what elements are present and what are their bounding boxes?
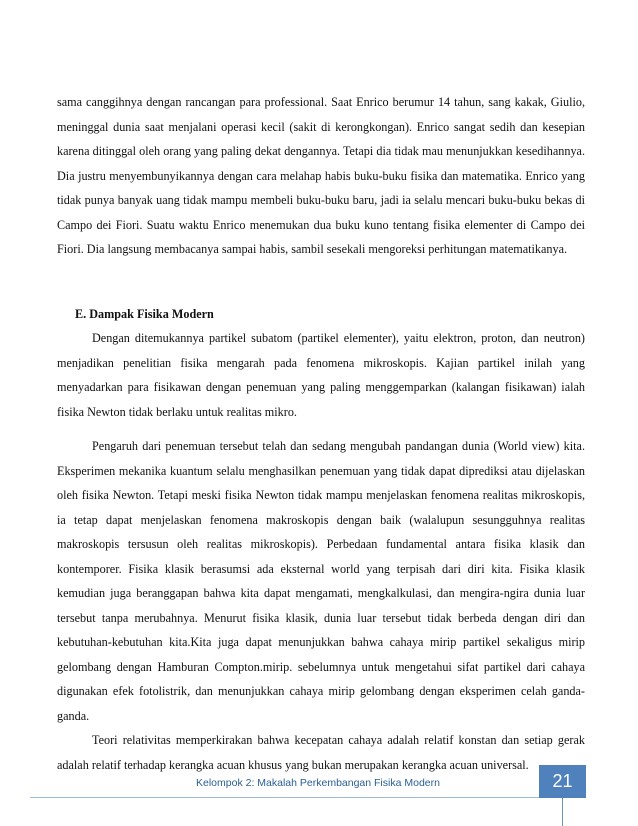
page-number: 21 xyxy=(539,765,586,798)
footer-divider xyxy=(30,797,552,798)
footer-caption: Kelompok 2: Makalah Perkembangan Fisika Modern xyxy=(196,777,440,789)
paragraph-world-view: Pengaruh dari penemuan tersebut telah dan sedang mengubah pandangan dunia (World view) kita. Eksperimen mekanika kuantum selalu menghasilkan penemuan yang tidak dapat diprediksi atau dijelaskan oleh fisika Newton. Tetapi meski fisika Newton tidak mampu menjelaskan fenomena realitas mikroskopis, ia tetap dapat menjelaskan fenomena makroskopis dengan baik (walalupun sesungguhnya realitas makroskopis tersusun oleh realitas mikroskopis). Perbedaan fundamental antara fisika klasik dan kontemporer. Fisika klasik berasumsi ada eksternal world yang terpisah dari diri kita. Fisika klasik kemudian juga beranggapan bahwa kita dapat mengamati, mengkalkulasi, dan mengira-ngira dunia luar tersebut tanpa merubahnya. Menurut fisika klasik, dunia luar tersebut tidak berbeda dengan diri dan kebutuhan-kebutuhan kita.Kita juga dapat menunjukkan bahwa cahaya mirip partikel sekaligus mirip gelombang dengan Hamburan Compton.mirip. sebelumnya untuk mengetahui sifat partikel dari cahaya digunakan efek fotolistrik, dan menunjukkan cahaya mirip gelombang dengan eksperimen celah ganda-ganda. xyxy=(57,439,585,723)
paragraph-relativitas: Teori relativitas memperkirakan bahwa kecepatan cahaya adalah relatif konstan dan setiap gerak adalah relatif terhadap kerangka acuan khusus yang bukan merupakan kerangka acuan universal. xyxy=(57,733,585,772)
section-heading: E. Dampak Fisika Modern xyxy=(75,306,214,321)
document-body xyxy=(57,90,585,777)
paragraph-dampak-intro: Dengan ditemukannya partikel subatom (partikel elementer), yaitu elektron, proton, dan neutron) menjadikan penelitian fisika mengarah pada fenomena mikroskopis. Kajian partikel inilah yang menyadarkan para fisikawan dengan penemuan yang paling menggemparkan (kalangan fisikawan) ialah fisika Newton tidak berlaku untuk realitas mikro. xyxy=(57,331,585,419)
page-number-tick xyxy=(562,798,563,826)
page-footer xyxy=(0,765,638,805)
paragraph-enrico-fermi: sama canggihnya dengan rancangan para professional. Saat Enrico berumur 14 tahun, sang kakak, Giulio, meninggal dunia saat menjalani operasi kecil (sakit di kerongkongan). Enrico sangat sedih dan kesepian karena ditinggal oleh orang yang paling dekat dengannya. Tetapi dia tidak mau menunjukkan kesedihannya. Dia justru menyembunyikannya dengan cara melahap habis buku-buku fisika dan matematika. Enrico yang tidak punya banyak uang tidak mampu membeli buku-buku baru, jadi ia selalu mencari buku-buku bekas di Campo dei Fiori. Suatu waktu Enrico menemukan dua buku kuno tentang fisika elementer di Campo dei Fiori. Dia langsung membacanya sampai habis, sambil sesekali mengoreksi perhitungan matematikanya. xyxy=(57,95,585,256)
